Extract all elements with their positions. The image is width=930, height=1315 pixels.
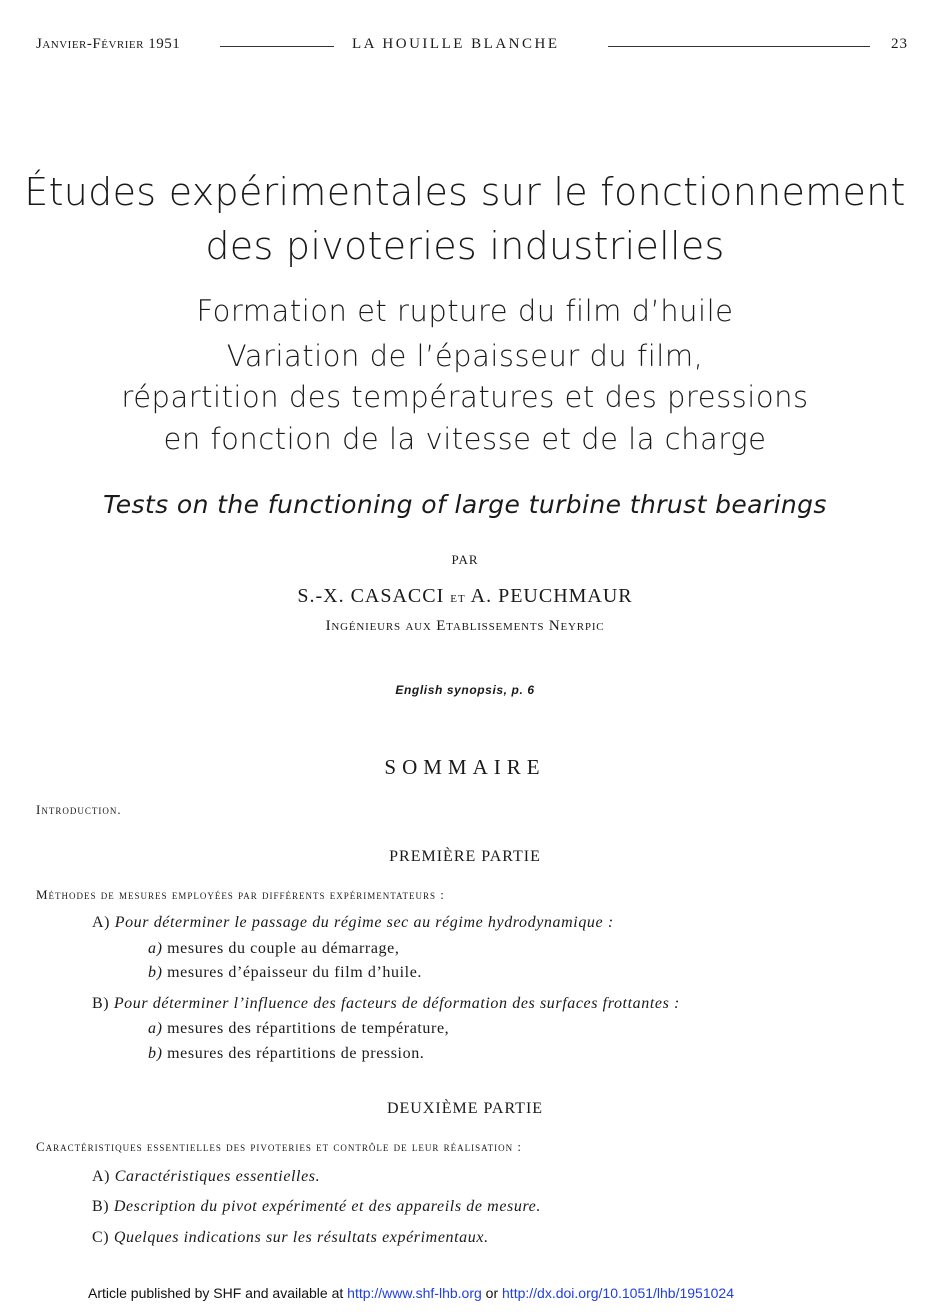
subtitle-line-3: répartition des températures et des pressions: [121, 380, 809, 414]
page-number: 23: [891, 36, 908, 52]
item-text: mesures des répartitions de pression.: [167, 1045, 425, 1062]
section-b: [92, 995, 680, 1013]
header-rule-left: [220, 46, 334, 47]
main-title-line-2: des pivoteries industrielles: [205, 224, 725, 268]
item-marker: a): [148, 940, 163, 957]
footer-text-middle: or: [481, 1285, 503, 1301]
item-marker: A): [92, 1168, 111, 1185]
item-marker: a): [148, 1020, 163, 1037]
item-marker: b): [148, 964, 163, 981]
list-item: [148, 1045, 424, 1063]
item-text: Quelques indications sur les résultats expérimentaux.: [113, 1229, 489, 1246]
part-2-title: DEUXIÈME PARTIE: [386, 1100, 544, 1117]
footer-text: Article published by SHF and available at: [88, 1285, 348, 1301]
item-text: mesures du couple au démarrage,: [167, 940, 400, 957]
list-item: [148, 940, 399, 958]
list-item: [148, 1020, 449, 1038]
section-marker: A): [92, 914, 111, 931]
section-text: Pour déterminer l’influence des facteurs de déformation des surfaces frottantes :: [113, 995, 680, 1012]
english-title: Tests on the functioning of large turbine thrust bearings: [103, 490, 827, 519]
affiliation: Ingénieurs aux Etablissements Neyrpic: [325, 618, 605, 634]
list-item: [148, 964, 422, 982]
item-text: Description du pivot expérimenté et des appareils de mesure.: [113, 1198, 541, 1215]
header-rule-right: [608, 46, 870, 47]
journal-name: LA HOUILLE BLANCHE: [352, 36, 560, 52]
item-marker: C): [92, 1229, 110, 1246]
summary-heading: SOMMAIRE: [384, 755, 546, 779]
subtitle-line-1: Formation et rupture du film d’huile: [196, 294, 734, 328]
list-item: [92, 1229, 489, 1247]
item-marker: B): [92, 1198, 110, 1215]
shf-lhb-link[interactable]: http://www.shf-lhb.org: [347, 1285, 482, 1301]
by-label: PAR: [451, 552, 479, 567]
issue-date: Janvier-Février 1951: [36, 36, 181, 52]
section-text: Pour déterminer le passage du régime sec au régime hydrodynamique :: [114, 914, 614, 931]
running-header: [36, 36, 908, 56]
section-marker: B): [92, 995, 110, 1012]
list-item: [92, 1198, 541, 1216]
subtitle-line-4: en fonction de la vitesse et de la charge: [163, 422, 767, 456]
item-text: mesures d’épaisseur du film d’huile.: [167, 964, 423, 981]
subtitle-line-2: Variation de l’épaisseur du film,: [226, 339, 704, 373]
publication-footer: [88, 1285, 734, 1301]
item-text: Caractéristiques essentielles.: [114, 1168, 321, 1185]
english-synopsis-ref: English synopsis, p. 6: [395, 683, 535, 697]
section-a: [92, 914, 614, 932]
author-peuchmaur: A. PEUCHMAUR: [470, 585, 633, 607]
list-item: [92, 1168, 320, 1186]
item-marker: b): [148, 1045, 163, 1062]
part-1-heading: Méthodes de mesures employées par différents expérimentateurs :: [36, 887, 445, 902]
doi-link[interactable]: http://dx.doi.org/10.1051/lhb/1951024: [502, 1285, 734, 1301]
part-1-title: PREMIÈRE PARTIE: [389, 848, 541, 865]
author-casacci: S.-X. CASACCI: [297, 585, 445, 607]
authors: [0, 585, 930, 608]
main-title-line-1: Études expérimentales sur le fonctionnement: [24, 170, 906, 214]
summary-introduction: Introduction.: [36, 802, 122, 817]
part-2-heading: Caractéristiques essentielles des pivoteries et contrôle de leur réalisation :: [36, 1139, 523, 1154]
author-conjunction: et: [450, 589, 466, 606]
item-text: mesures des répartitions de température,: [167, 1020, 450, 1037]
